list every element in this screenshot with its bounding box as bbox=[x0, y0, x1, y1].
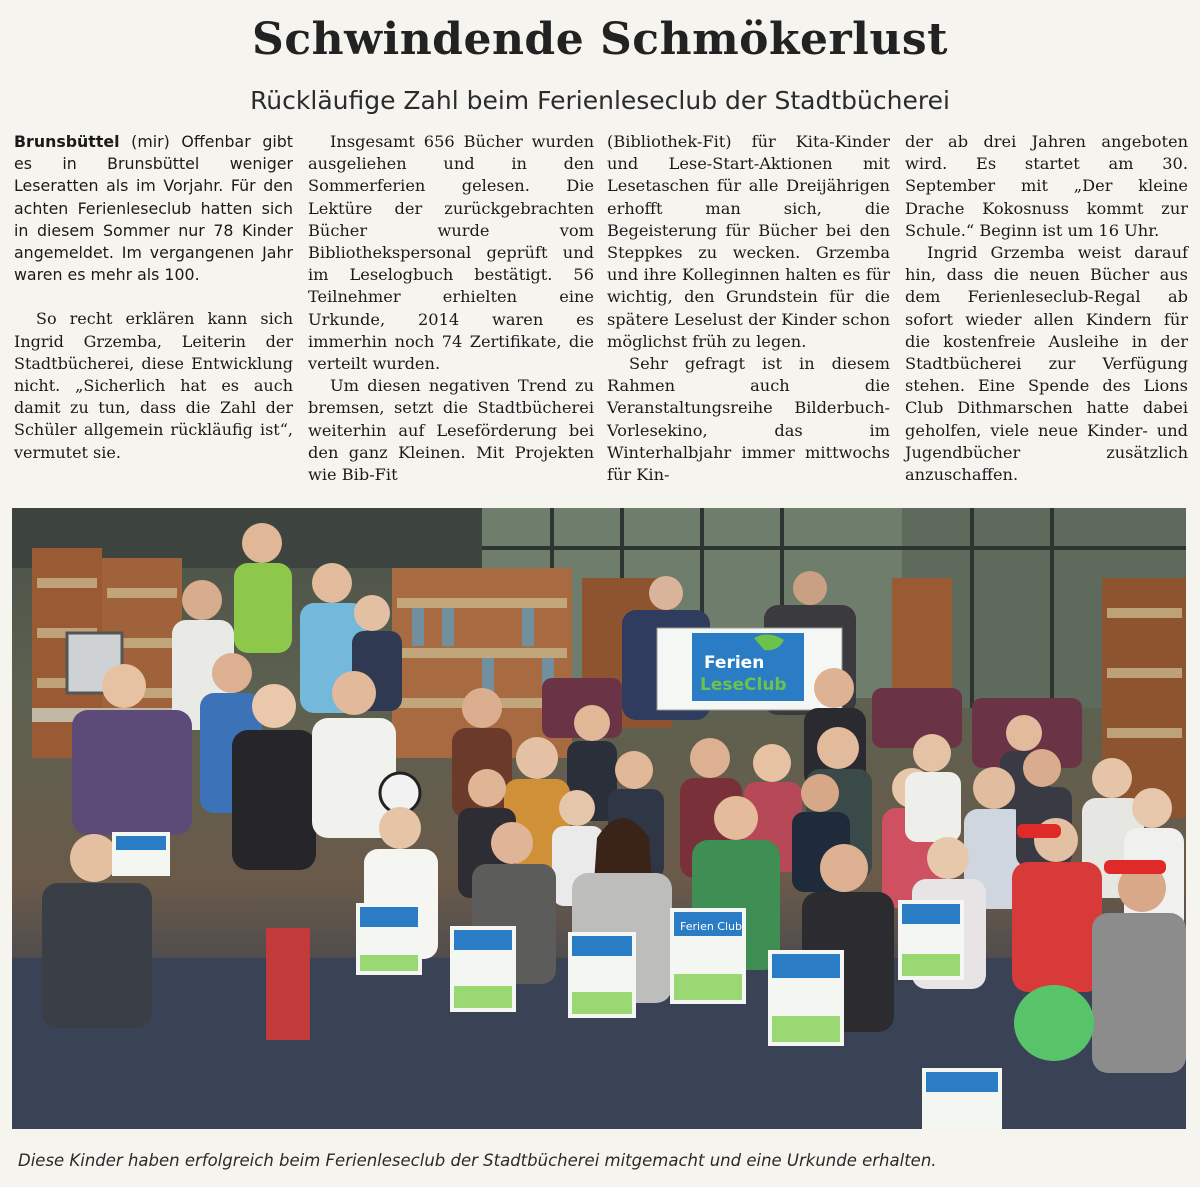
red-cap bbox=[1017, 824, 1061, 838]
gift-bag bbox=[266, 928, 310, 1040]
ferien-leseclub-banner bbox=[657, 628, 842, 710]
paragraph: (Bibliothek-Fit) für Kita-Kinder und Lese-Start-Aktionen mit Lesetaschen für alle Dreijährigen erhofft man sich, die Begeisterung für Bücher bei den Steppkes zu wecken. Grzemba und ihre Kolleginnen halten es für wichtig, den Grundstein für die spätere Leselust der Kinder schon möglichst früh zu legen. bbox=[607, 132, 890, 351]
dateline: Brunsbüttel bbox=[14, 132, 120, 151]
headline: Schwindende Schmökerlust bbox=[252, 14, 948, 65]
paragraph bbox=[14, 131, 293, 286]
green-balloon bbox=[1014, 985, 1094, 1061]
subheadline: Rückläufige Zahl beim Ferienleseclub der Stadtbücherei bbox=[250, 86, 950, 115]
red-cap bbox=[1104, 860, 1166, 874]
paragraph: Ingrid Grzemba weist darauf hin, dass die neuen Bücher aus dem Ferienleseclub-Regal ab sofort wieder allen Kindern für die kostenfreie Ausleihe in der Stadtbücherei zur Verfügung stehen. Eine Spende des Lions Club Dithmarschen hatte dabei geholfen, viele neue Kinder- und Jugendbücher zusätzlich anzuschaffen. bbox=[905, 243, 1188, 485]
banner-line-2: LeseClub bbox=[700, 675, 787, 695]
banner-line-1: Ferien bbox=[704, 653, 765, 673]
photo-caption: Diese Kinder haben erfolgreich beim Ferienleseclub der Stadtbücherei mitgemacht und eine Urkunde erhalten. bbox=[18, 1151, 937, 1170]
article-column-2 bbox=[308, 131, 594, 486]
paragraph: So recht erklären kann sich Ingrid Grzemba, Leiterin der Stadtbücherei, diese Entwicklung nicht. „Sicherlich hat es auch damit zu tun, dass die Zahl der Schüler allgemein rückläufig ist“, vermutet sie. bbox=[14, 309, 293, 462]
certificate-title: Ferien Club bbox=[680, 920, 742, 933]
lead-text: (mir) Offenbar gibt es in Brunsbüttel weniger Leseratten als im Vorjahr. Für den achten Ferienleseclub hatten sich in diesem Sommer nur 78 Kinder angemeldet. Im vergangenen Jahr waren es mehr als 100. bbox=[14, 132, 293, 285]
paragraph: der ab drei Jahren angeboten wird. Es startet am 30. September mit „Der kleine Drache Kokosnuss kommt zur Schule.“ Beginn ist um 16 Uhr. bbox=[905, 132, 1188, 240]
paragraph: Insgesamt 656 Bücher wurden ausgeliehen und in den Sommerferien gelesen. Die Lektüre der zurückgebrachten Bücher wurde vom Bibliothekspersonal geprüft und im Leselogbuch bestätigt. 56 Teilnehmer erhielten eine Urkunde, 2014 waren es immerhin noch 74 Zertifikate, die verteilt wurden. bbox=[308, 132, 594, 374]
paragraph: Um diesen negativen Trend zu bremsen, setzt die Stadtbücherei weiterhin auf Leseförderung bei den ganz Kleinen. Mit Projekten wie Bib-Fit bbox=[308, 376, 594, 485]
article-column-1 bbox=[14, 131, 293, 464]
article-column-3 bbox=[607, 131, 890, 486]
group-photo-illustration bbox=[12, 508, 1186, 1129]
paragraph: Sehr gefragt ist in diesem Rahmen auch die Veranstaltungsreihe Bilderbuch-Vorlesekino, das im Winterhalbjahr immer mittwochs für Kin- bbox=[607, 354, 890, 485]
article-column-4 bbox=[905, 131, 1188, 486]
group-photo bbox=[12, 508, 1186, 1129]
